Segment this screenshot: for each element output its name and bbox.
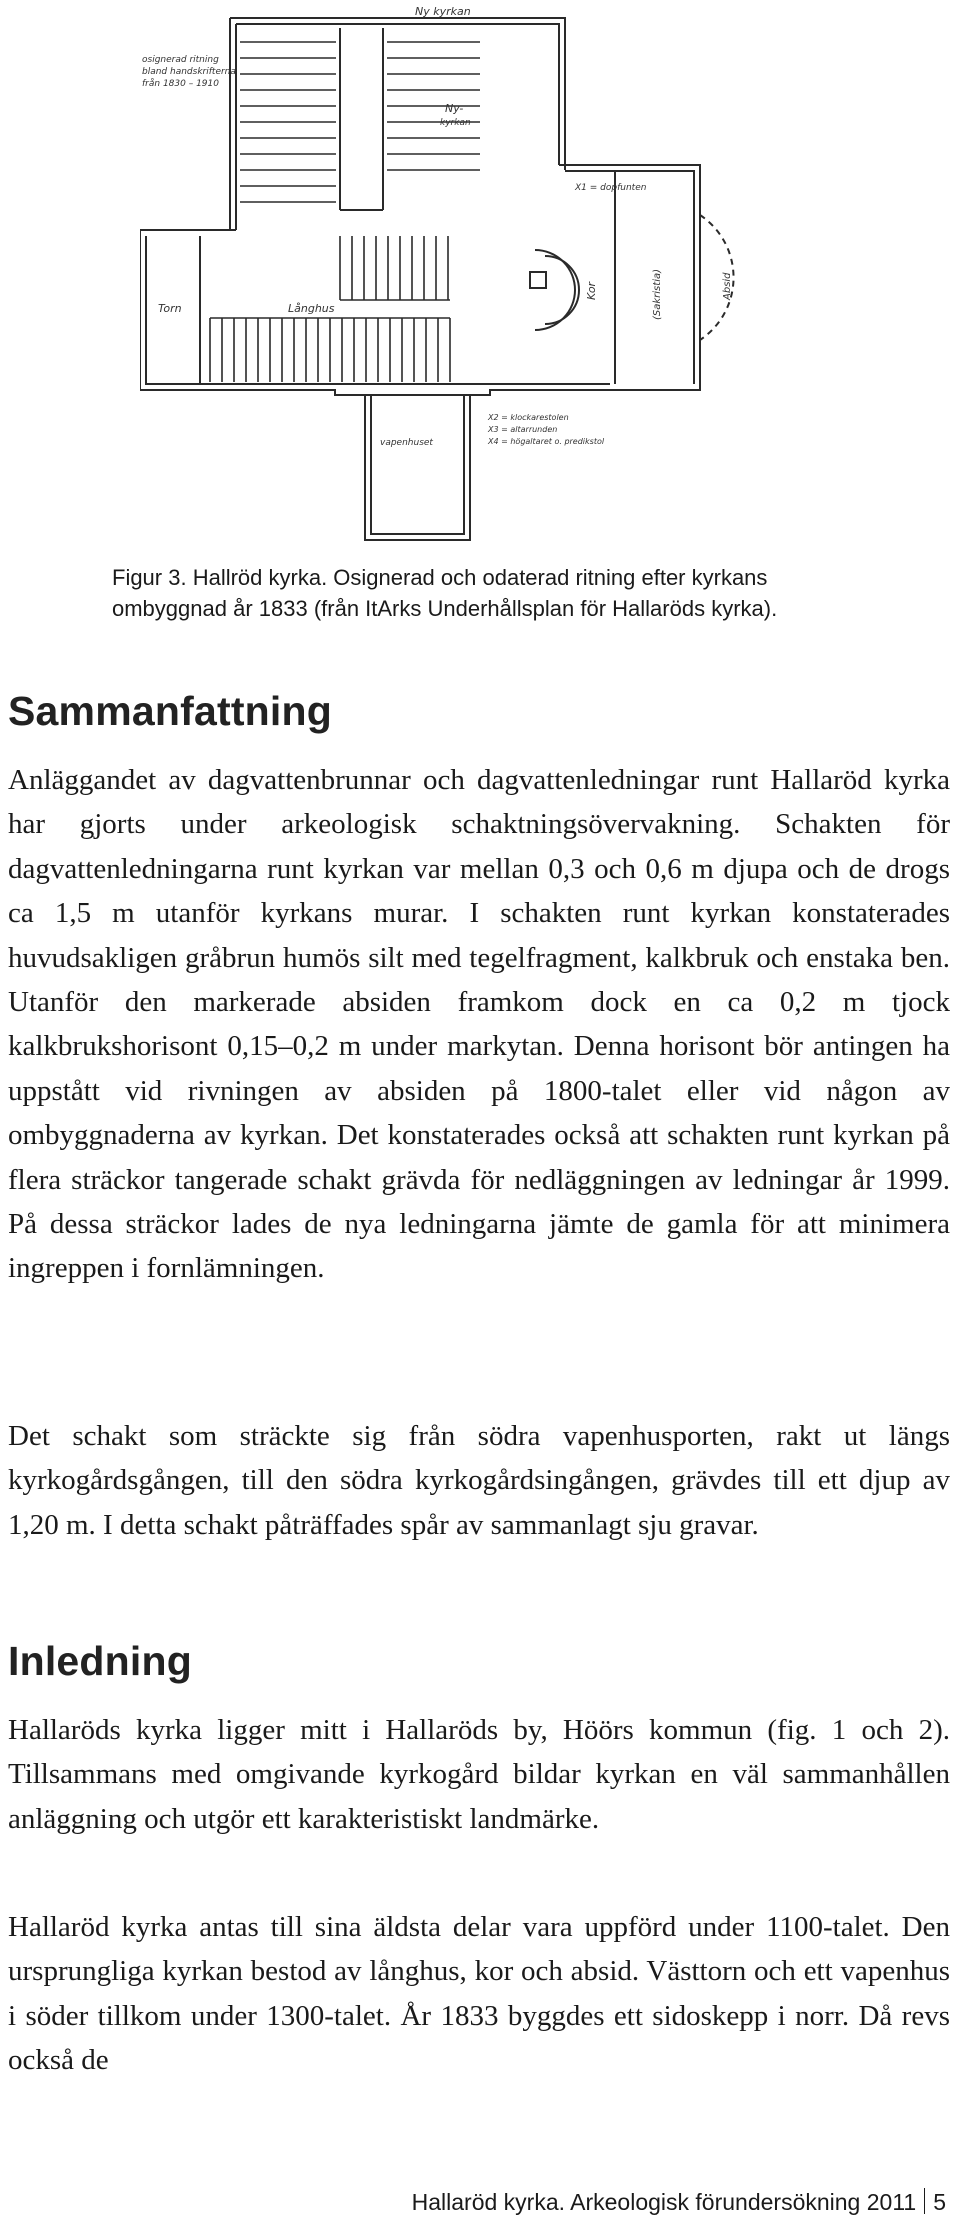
intro-paragraph-2: Hallaröd kyrka antas till sina äldsta delar vara uppförd under 1100-talet. Den ursprungliga kyrkan bestod av långhus, kor och absid. Västtorn och ett vapenhus i söder tillkom under 1300-talet. År 1833 byggdes ett sidoskepp i norr. Då revs också de: [8, 1911, 950, 2077]
plan-label-kor: Kor: [585, 281, 598, 300]
church-floor-plan-drawing: [140, 0, 790, 545]
footer-title: Hallaröd kyrka. Arkeologisk förundersökning 2011: [411, 2189, 917, 2215]
heading-sammanfattning: Sammanfattning: [8, 688, 332, 734]
summary-paragraph-2: Det schakt som sträckte sig från södra vapenhusporten, rakt ut längs kyrkogårdsgången, till den södra kyrkogårdsingången, grävdes till ett djup av 1,20 m. I detta schakt påträffades spår av sammanlagt sju gravar.: [8, 1420, 950, 1541]
intro-paragraph-1: Hallaröds kyrka ligger mitt i Hallaröds by, Höörs kommun (fig. 1 och 2). Tillsammans med omgivande kyrkogård bildar kyrkan en väl sammanhållen anläggning och utgör ett karakteristiskt landmärke.: [8, 1714, 950, 1835]
page-footer: [412, 2188, 946, 2216]
plan-label-torn: Torn: [158, 302, 182, 315]
plan-label-vapenhus: vapenhuset: [380, 438, 433, 448]
plan-label-ny-a: Ny-: [445, 102, 464, 115]
plan-label-top: Ny kyrkan: [415, 5, 471, 18]
heading-inledning: Inledning: [8, 1638, 192, 1684]
plan-legend-2: X3 = altarrunden: [488, 425, 558, 434]
summary-paragraph-1: Anläggandet av dagvattenbrunnar och dagvattenledningar runt Hallaröd kyrka har gjorts under arkeologisk schaktningsövervakning. Schakten för dagvattenledningarna runt kyrkan var mellan 0,3 och 0,6 m djupa och de drogs ca 1,5 m utanför kyrkans murar. I schakten runt kyrkan konstaterades huvudsakligen gråbrun humös silt med tegelfragment, kalkbruk och enstaka ben. Utanför den markerade absiden framkom dock en ca 0,2 m tjock kalkbrukshorisont 0,15–0,2 m under markytan. Denna horisont bör antingen ha uppstått vid rivningen av absiden på 1800-talet eller vid någon av ombyggnaderna av kyrkan. Det konstaterades också att schakten runt kyrkan på flera sträckor tangerade schakt grävda för nedläggningen av ledningar år 1999. På dessa sträckor lades de nya ledningarna jämte de gamla för att minimera ingreppen i fornlämningen.: [8, 764, 950, 1285]
plan-label-sakristia: (Sakristia): [652, 269, 663, 320]
plan-legend-3: X4 = högaltaret o. predikstol: [488, 437, 605, 446]
plan-label-langhus: Långhus: [288, 302, 335, 315]
plan-label-ny-b: kyrkan: [440, 118, 471, 128]
plan-legend-1: X2 = klockarestolen: [488, 413, 569, 422]
figure-caption: Figur 3. Hallröd kyrka. Osignerad och odaterad ritning efter kyrkans ombyggnad år 1833 (från ItArks Underhållsplan för Hallaröds kyrka).: [112, 565, 778, 621]
plan-note-line1: osignerad ritning: [142, 55, 219, 65]
page-number: 5: [933, 2189, 946, 2215]
footer-separator: [924, 2188, 925, 2214]
plan-note-line2: bland handskrifterna: [142, 67, 236, 77]
plan-note-line3: från 1830 – 1910: [142, 79, 219, 89]
plan-label-absid: Absid: [722, 272, 733, 300]
plan-label-dopfunt: X1 = dopfunten: [575, 183, 647, 193]
